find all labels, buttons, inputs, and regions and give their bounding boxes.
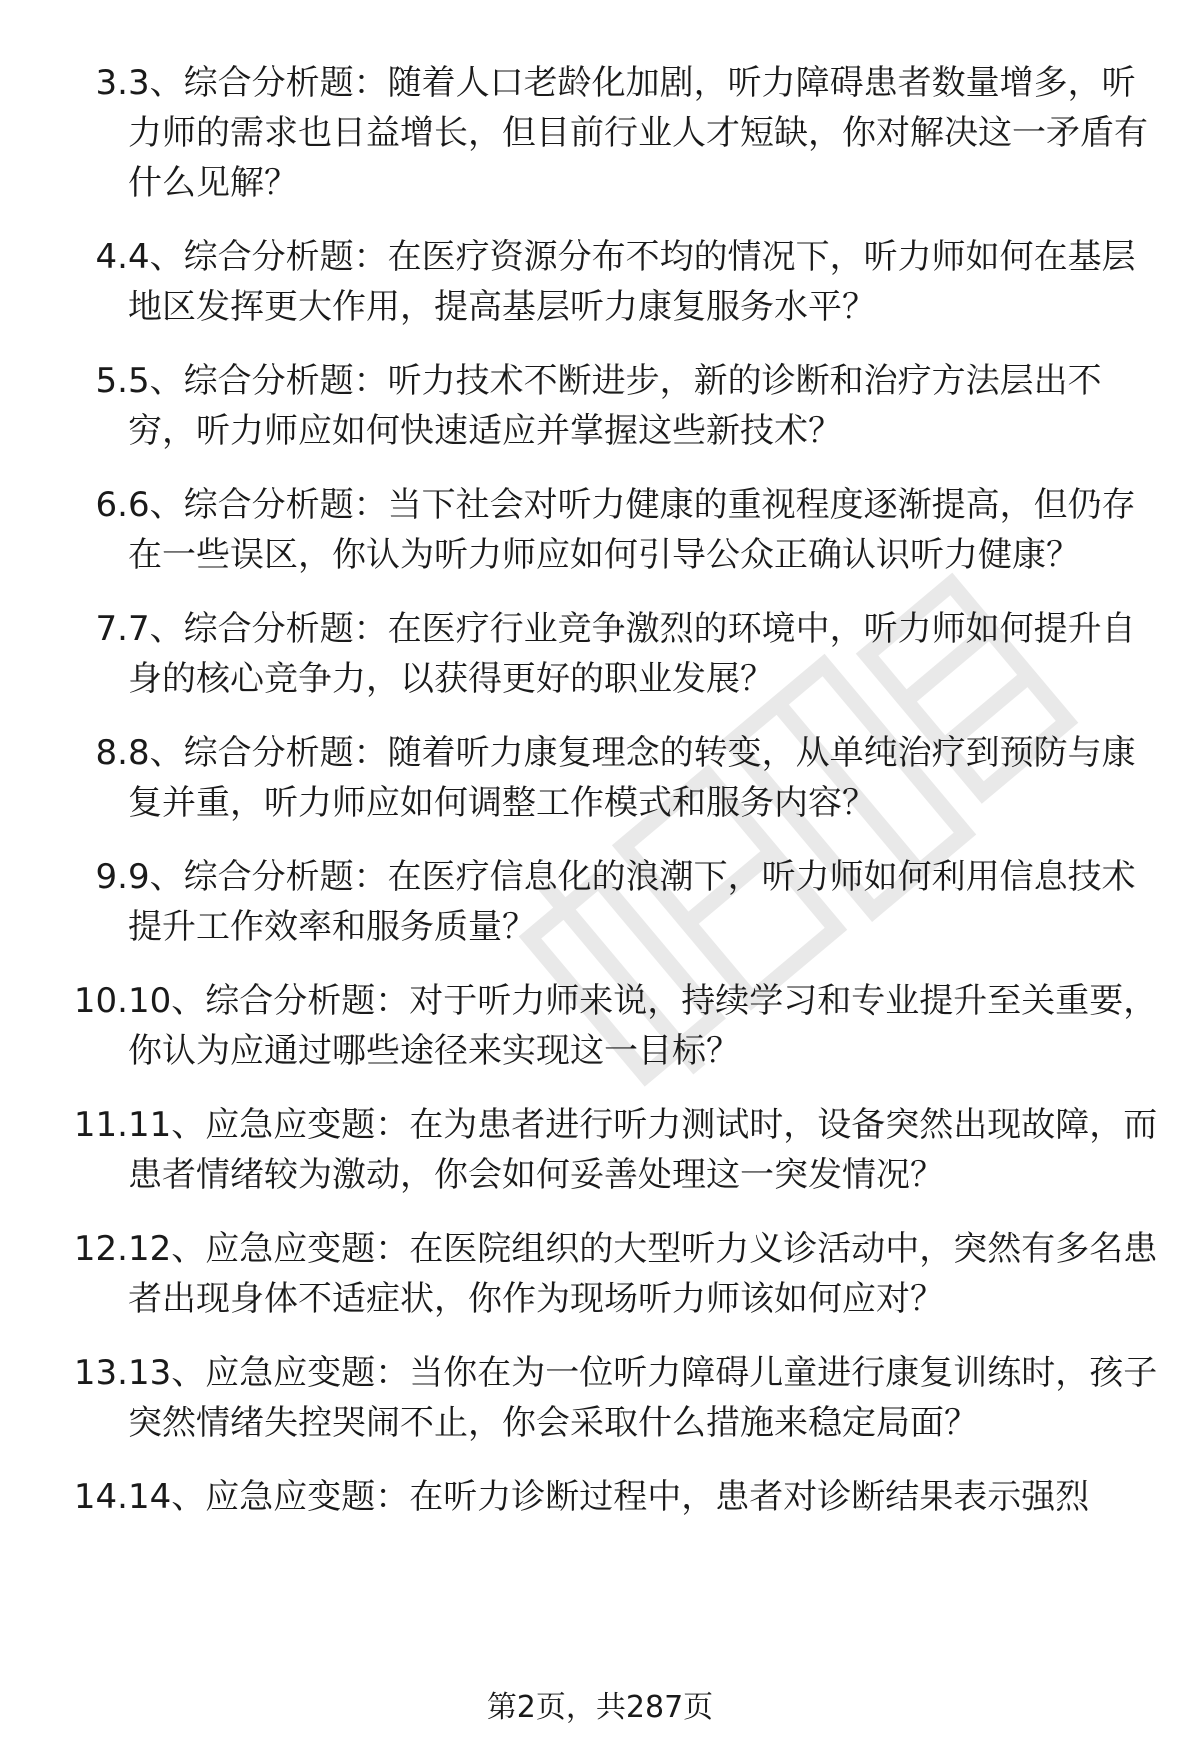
question-text: 13、应急应变题：当你在为一位听力障碍儿童进行康复训练时，孩子突然情绪失控哭闹不止，你会采取什么措施来稳定局面？ bbox=[128, 1353, 1158, 1443]
question-text: 10、综合分析题：对于听力师来说，持续学习和专业提升至关重要，你认为应通过哪些途径来实现这一目标？ bbox=[128, 981, 1158, 1071]
question-number: 6. bbox=[95, 485, 128, 525]
question-item bbox=[0, 604, 1200, 704]
question-number: 8. bbox=[95, 733, 128, 773]
question-number: 12. bbox=[73, 1229, 128, 1269]
question-text: 5、综合分析题：听力技术不断进步，新的诊断和治疗方法层出不穷，听力师应如何快速适应并掌握这些新技术？ bbox=[128, 361, 1102, 451]
question-item bbox=[0, 58, 1200, 208]
question-item bbox=[0, 1100, 1200, 1200]
question-text: 7、综合分析题：在医疗行业竞争激烈的环境中，听力师如何提升自身的核心竞争力，以获得更好的职业发展？ bbox=[128, 609, 1136, 699]
question-number: 5. bbox=[95, 361, 128, 401]
question-item bbox=[0, 852, 1200, 952]
page-footer: 第2页，共287页 bbox=[486, 1690, 714, 1725]
question-text: 6、综合分析题：当下社会对听力健康的重视程度逐渐提高，但仍存在一些误区，你认为听力师应如何引导公众正确认识听力健康？ bbox=[128, 485, 1136, 575]
question-number: 4. bbox=[95, 237, 128, 277]
question-number: 13. bbox=[73, 1353, 128, 1393]
question-text: 4、综合分析题：在医疗资源分布不均的情况下，听力师如何在基层地区发挥更大作用，提高基层听力康复服务水平？ bbox=[128, 237, 1136, 327]
question-item bbox=[0, 728, 1200, 828]
question-item bbox=[0, 1224, 1200, 1324]
question-text: 9、综合分析题：在医疗信息化的浪潮下，听力师如何利用信息技术提升工作效率和服务质量？ bbox=[128, 857, 1136, 947]
question-number: 14. bbox=[73, 1477, 128, 1517]
question-item bbox=[0, 480, 1200, 580]
question-text: 8、综合分析题：随着听力康复理念的转变，从单纯治疗到预防与康复并重，听力师应如何调整工作模式和服务内容？ bbox=[128, 733, 1136, 823]
question-item bbox=[0, 976, 1200, 1076]
question-number: 9. bbox=[95, 857, 128, 897]
question-list bbox=[0, 58, 1200, 1546]
question-text: 12、应急应变题：在医院组织的大型听力义诊活动中，突然有多名患者出现身体不适症状，你作为现场听力师该如何应对？ bbox=[128, 1229, 1158, 1319]
question-number: 10. bbox=[73, 981, 128, 1021]
question-text: 11、应急应变题：在为患者进行听力测试时，设备突然出现故障，而患者情绪较为激动，你会如何妥善处理这一突发情况？ bbox=[128, 1105, 1158, 1195]
question-number: 11. bbox=[73, 1105, 128, 1145]
question-item bbox=[0, 1472, 1200, 1522]
question-item bbox=[0, 356, 1200, 456]
question-number: 3. bbox=[95, 63, 128, 103]
question-text: 3、综合分析题：随着人口老龄化加剧，听力障碍患者数量增多，听力师的需求也日益增长，但目前行业人才短缺，你对解决这一矛盾有什么见解？ bbox=[128, 63, 1148, 203]
question-text: 14、应急应变题：在听力诊断过程中，患者对诊断结果表示强烈 bbox=[128, 1477, 1090, 1517]
question-item bbox=[0, 1348, 1200, 1448]
question-item bbox=[0, 232, 1200, 332]
question-number: 7. bbox=[95, 609, 128, 649]
